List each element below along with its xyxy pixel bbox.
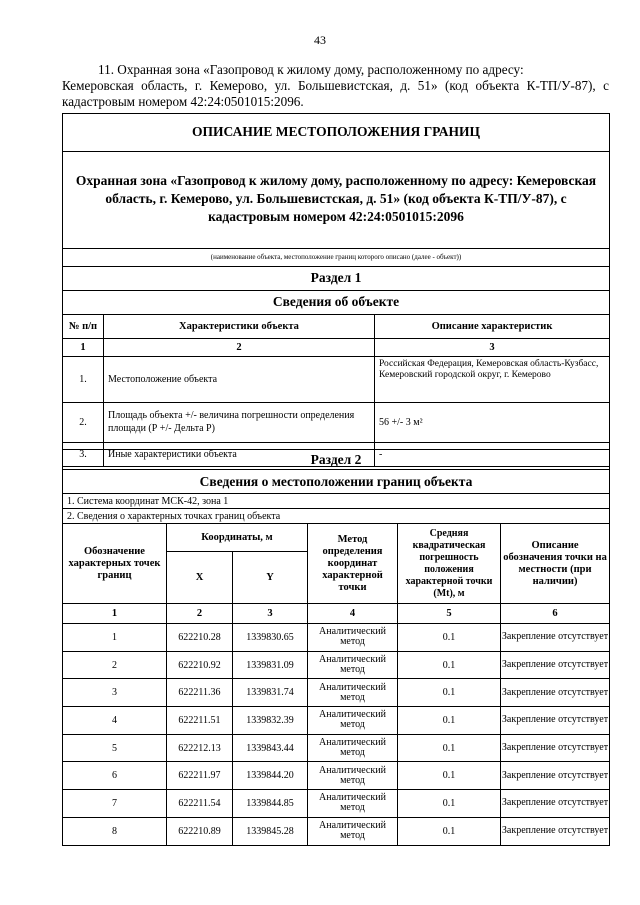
point-y: 1339832.39: [233, 707, 308, 735]
header-num-1: 1: [63, 604, 167, 624]
row-num: 3.: [63, 442, 104, 466]
point-y: 1339830.65: [233, 624, 308, 652]
point-method: Аналитический метод: [308, 762, 398, 790]
point-y: 1339845.28: [233, 817, 308, 845]
point-y: 1339844.20: [233, 762, 308, 790]
object-note: (наименование объекта, местоположение границ которого описано (далее - объект)): [63, 248, 610, 266]
points-heading: 2. Сведения о характерных точках границ объекта: [63, 509, 610, 524]
point-id: 6: [63, 762, 167, 790]
intro-paragraph: [62, 62, 609, 110]
point-error: 0.1: [398, 790, 501, 818]
row-num: 2.: [63, 402, 104, 442]
col-header-designation: Обозначение характерных точек границ: [63, 524, 167, 604]
point-error: 0.1: [398, 651, 501, 679]
row-value: 56 +/- 3 м²: [375, 402, 610, 442]
row-num: 1.: [63, 356, 104, 402]
point-method: Аналитический метод: [308, 624, 398, 652]
point-description: Закрепление отсутствует: [501, 817, 610, 845]
point-id: 5: [63, 734, 167, 762]
point-method: Аналитический метод: [308, 707, 398, 735]
header-num-5: 5: [398, 604, 501, 624]
point-y: 1339831.74: [233, 679, 308, 707]
section1-table: [62, 113, 610, 467]
point-x: 622211.54: [167, 790, 233, 818]
col-header-y: Y: [233, 552, 308, 604]
coord-system: 1. Система координат МСК-42, зона 1: [63, 494, 610, 509]
table-row: [63, 707, 610, 735]
point-description: Закрепление отсутствует: [501, 762, 610, 790]
header-num-2: 2: [167, 604, 233, 624]
point-error: 0.1: [398, 624, 501, 652]
point-method: Аналитический метод: [308, 679, 398, 707]
col-header-method: Метод определения координат характерной точки: [308, 524, 398, 604]
point-method: Аналитический метод: [308, 790, 398, 818]
row-name: Местоположение объекта: [104, 356, 375, 402]
table-row: [63, 817, 610, 845]
point-id: 4: [63, 707, 167, 735]
col-header-error: Средняя квадратическая погрешность положения характерной точки (Mt), м: [398, 524, 501, 604]
page-number: 43: [314, 33, 326, 47]
col-header-num: № п/п: [63, 314, 104, 338]
section1-label: Раздел 1: [63, 266, 610, 290]
section2-table: [62, 449, 610, 846]
point-error: 0.1: [398, 679, 501, 707]
section2-label: Раздел 2: [63, 450, 610, 470]
point-method: Аналитический метод: [308, 734, 398, 762]
col-header-x: X: [167, 552, 233, 604]
header-num-3: 3: [375, 338, 610, 356]
object-title: Охранная зона «Газопровод к жилому дому, расположенному по адресу: Кемеровская область, г. Кемерово, ул. Большевистская, д. 51» (код объекта К-ТП/У-87), с кадастровым номером 42:24:0501015:2096: [63, 152, 610, 235]
point-x: 622210.28: [167, 624, 233, 652]
point-description: Закрепление отсутствует: [501, 790, 610, 818]
header-num-2: 2: [104, 338, 375, 356]
point-error: 0.1: [398, 762, 501, 790]
point-x: 622212.13: [167, 734, 233, 762]
table-row: [63, 624, 610, 652]
table-row: [63, 790, 610, 818]
point-y: 1339843.44: [233, 734, 308, 762]
point-description: Закрепление отсутствует: [501, 707, 610, 735]
table-row: [63, 402, 610, 442]
point-error: 0.1: [398, 707, 501, 735]
intro-line-rest: Кемеровская область, г. Кемерово, ул. Большевистская, д. 51» (код объекта К-ТП/У-87), с кадастровым номером 42:24:0501015:2096.: [62, 78, 609, 109]
table-row: [63, 356, 610, 402]
col-header-description: Описание характеристик: [375, 314, 610, 338]
table-row: [63, 762, 610, 790]
point-description: Закрепление отсутствует: [501, 734, 610, 762]
col-header-characteristic: Характеристики объекта: [104, 314, 375, 338]
point-id: 7: [63, 790, 167, 818]
section2-title: Сведения о местоположении границ объекта: [63, 470, 610, 494]
point-id: 2: [63, 651, 167, 679]
header-num-6: 6: [501, 604, 610, 624]
point-x: 622211.97: [167, 762, 233, 790]
col-header-coords: Координаты, м: [167, 524, 308, 552]
header-num-3: 3: [233, 604, 308, 624]
section1-title: Сведения об объекте: [63, 290, 610, 314]
point-method: Аналитический метод: [308, 651, 398, 679]
point-x: 622211.36: [167, 679, 233, 707]
point-description: Закрепление отсутствует: [501, 624, 610, 652]
point-y: 1339844.85: [233, 790, 308, 818]
col-header-description: Описание обозначения точки на местности (при наличии): [501, 524, 610, 604]
row-value: Российская Федерация, Кемеровская область-Кузбасс, Кемеровский городской округ, г. Кемерово: [375, 356, 610, 402]
point-y: 1339831.09: [233, 651, 308, 679]
row-name: Иные характеристики объекта: [104, 442, 375, 466]
header-num-1: 1: [63, 338, 104, 356]
header-num-4: 4: [308, 604, 398, 624]
table-row: [63, 651, 610, 679]
point-error: 0.1: [398, 817, 501, 845]
point-x: 622210.92: [167, 651, 233, 679]
point-method: Аналитический метод: [308, 817, 398, 845]
point-id: 1: [63, 624, 167, 652]
point-x: 622210.89: [167, 817, 233, 845]
row-value: -: [375, 442, 610, 466]
row-name: Площадь объекта +/- величина погрешности определения площади (Р +/- Дельта Р): [104, 402, 375, 442]
point-id: 3: [63, 679, 167, 707]
point-error: 0.1: [398, 734, 501, 762]
point-id: 8: [63, 817, 167, 845]
point-description: Закрепление отсутствует: [501, 651, 610, 679]
doc-title: ОПИСАНИЕ МЕСТОПОЛОЖЕНИЯ ГРАНИЦ: [63, 114, 610, 152]
table-row: [63, 679, 610, 707]
point-description: Закрепление отсутствует: [501, 679, 610, 707]
table-row: [63, 734, 610, 762]
intro-line-1: 11. Охранная зона «Газопровод к жилому дому, расположенному по адресу:: [98, 62, 524, 77]
point-x: 622211.51: [167, 707, 233, 735]
